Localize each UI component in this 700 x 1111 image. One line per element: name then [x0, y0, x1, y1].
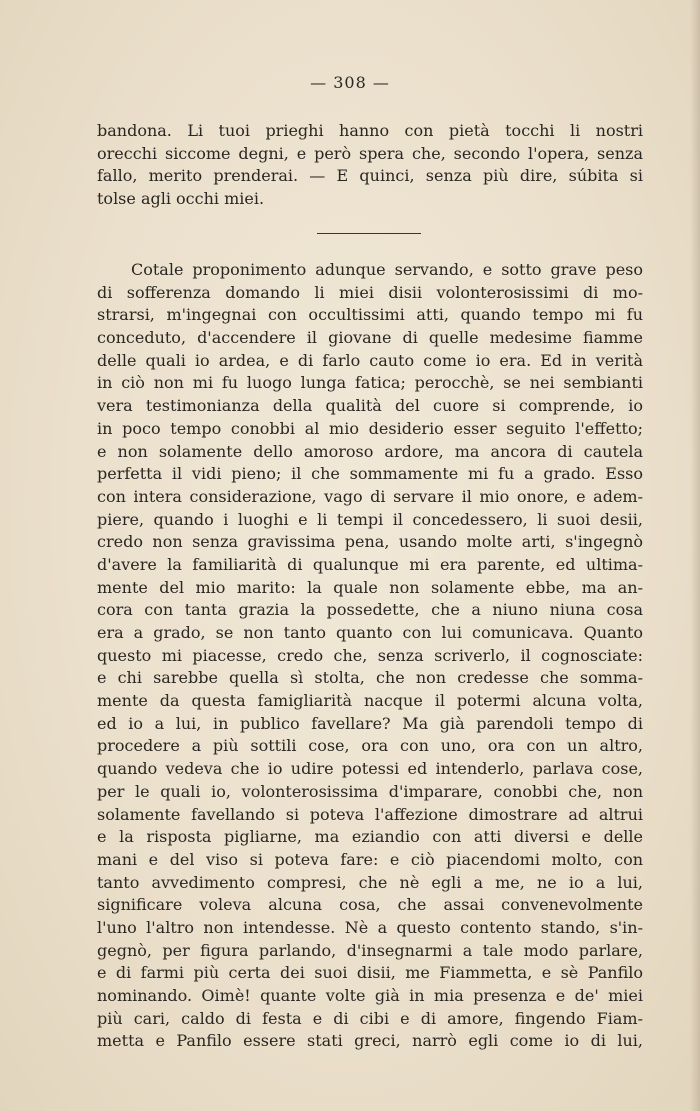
text-line: e chi sarebbe quella sì stolta, che non credesse che somma- — [97, 668, 643, 688]
text-line: cora con tanta grazia la possedette, che a niuno niuna cosa — [97, 600, 643, 620]
text-line: nominando. Oimè! quante volte già in mia presenza e de' miei — [97, 986, 643, 1005]
text-line: piere, quando i luoghi e li tempi il concedessero, li suoi desii, — [97, 509, 643, 529]
text-line: quando vedeva che io udire potessi ed intenderlo, parlava cose, — [97, 759, 643, 779]
text-line: solamente favellando si poteva l'affezione dimostrare ad altrui — [97, 804, 643, 824]
text-line: Cotale proponimento adunque servando, e sotto grave peso — [131, 260, 643, 279]
text-line: gegnò, per figura parlando, d'insegnarmi a tale modo parlare, — [97, 940, 643, 960]
text-line: bandona. Li tuoi prieghi hanno con pietà tocchi li nostri — [97, 121, 643, 140]
paragraph-top — [97, 120, 643, 211]
text-line: era a grado, se non tanto quanto con lui comunicava. Quanto — [97, 623, 643, 642]
text-line: e non solamente dello amoroso ardore, ma ancora di cautela — [97, 441, 643, 461]
text-line: l'uno l'altro non intendesse. Nè a questo contento stando, s'in- — [97, 917, 643, 937]
text-line: tanto avvedimento compresi, che nè egli a me, ne io a lui, — [97, 872, 643, 892]
text-line: perfetta il vidi pieno; il che sommamente mi fu a grado. Esso — [97, 464, 643, 484]
text-line: ed io a lui, in publico favellare? Ma già parendoli tempo di — [97, 713, 643, 733]
text-line: e la risposta pigliarne, ma eziandio con atti diversi e delle — [97, 827, 643, 847]
text-line: in poco tempo conobbi al mio desiderio esser seguito l'effetto; — [97, 418, 643, 438]
paragraph-main — [97, 259, 643, 1053]
text-line: tolse agli occhi miei. — [97, 189, 265, 209]
page-edge-shadow — [690, 0, 700, 1111]
section-divider — [317, 233, 421, 234]
text-line: mente del mio marito: la quale non solamente ebbe, ma an- — [97, 577, 643, 597]
text-line: d'avere la familiarità di qualunque mi era parente, ed ultima- — [97, 554, 643, 574]
text-line: delle quali io ardea, e di farlo cauto come io era. Ed in verità — [97, 350, 643, 370]
text-line: conceduto, d'accendere il giovane di quelle medesime fiamme — [97, 328, 643, 348]
text-line: orecchi siccome degni, e però spera che, secondo l'opera, senza — [97, 143, 643, 163]
text-line: fallo, merito prenderai. — E quinci, senza più dire, súbita si — [97, 166, 643, 186]
text-line: e di farmi più certa dei suoi disii, me Fiammetta, e sè Panfilo — [97, 963, 643, 983]
text-line: credo non senza gravissima pena, usando molte arti, s'ingegnò — [97, 532, 643, 552]
text-line: significare voleva alcuna cosa, che assai convenevolmente — [97, 895, 643, 915]
text-line: strarsi, m'ingegnai con occultissimi atti, quando tempo mi fu — [97, 305, 643, 325]
text-line: di sofferenza domando li miei disii volonterosissimi di mo- — [97, 282, 643, 302]
text-line: questo mi piacesse, credo che, senza scriverlo, il cognosciate: — [97, 645, 643, 665]
text-line: più cari, caldo di festa e di cibi e di amore, fingendo Fiam- — [97, 1008, 643, 1028]
page-number: — 308 — — [310, 73, 390, 92]
text-line: mente da questa famigliarità nacque il potermi alcuna volta, — [97, 691, 643, 711]
text-line: con intera considerazione, vago di servare il mio onore, e adem- — [97, 486, 643, 506]
text-line: procedere a più sottili cose, ora con uno, ora con un altro, — [97, 736, 643, 756]
text-line: in ciò non mi fu luogo lunga fatica; perocchè, se nei sembianti — [97, 373, 643, 393]
text-line: vera testimonianza della qualità del cuore si comprende, io — [97, 396, 643, 416]
text-line: per le quali io, volonterosissima d'imparare, conobbi che, non — [97, 781, 643, 801]
text-line: metta e Panfilo essere stati greci, narrò egli come io di lui, — [97, 1031, 643, 1051]
text-line: mani e del viso si poteva fare: e ciò piacendomi molto, con — [97, 849, 643, 869]
